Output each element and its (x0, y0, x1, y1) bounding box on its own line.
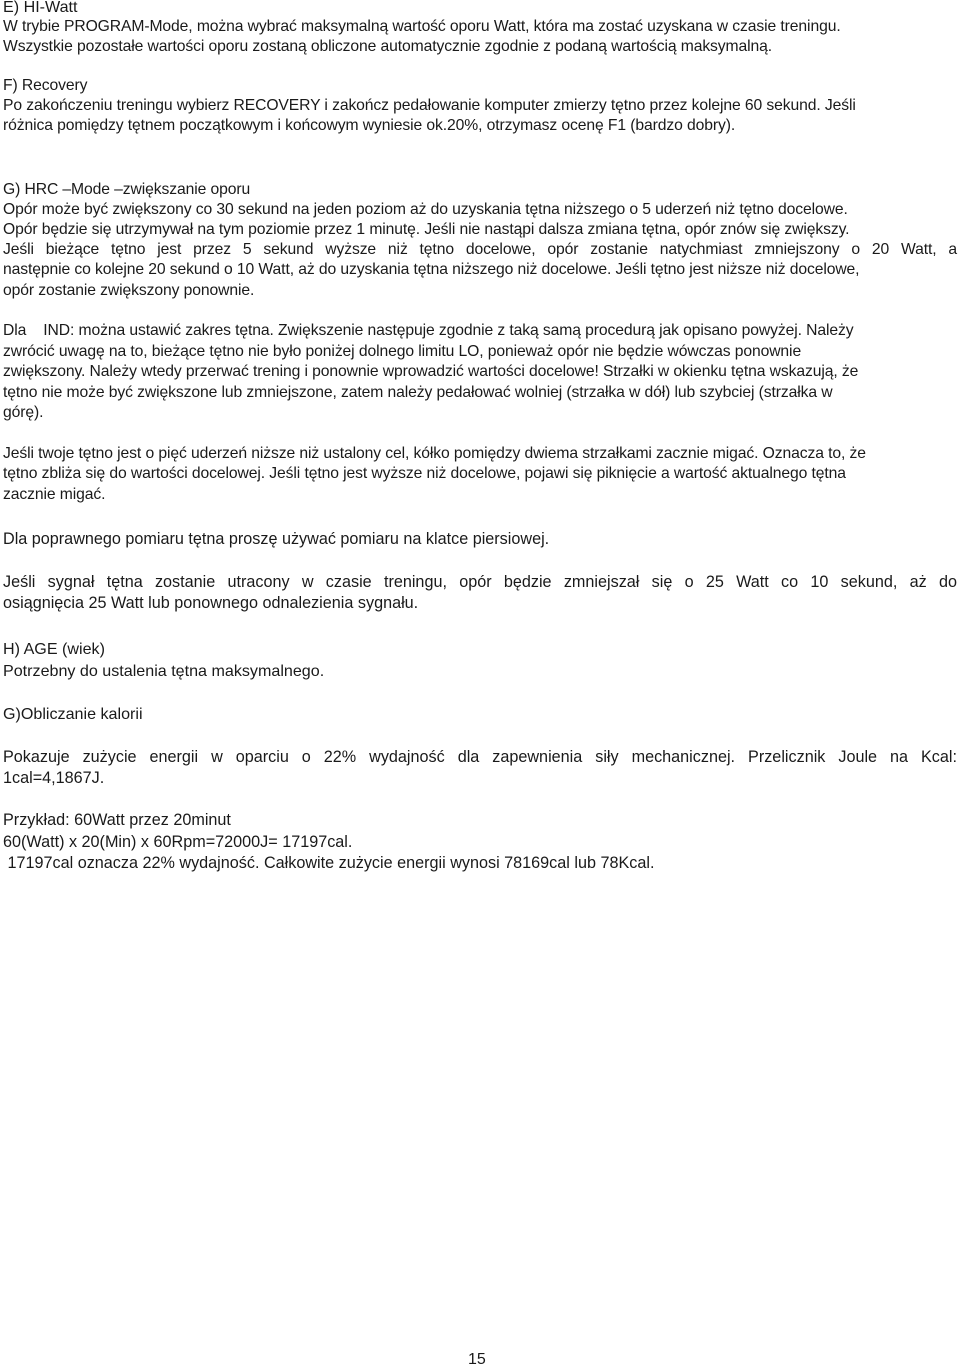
paragraph-line: zacznie migać. (3, 486, 106, 503)
paragraph-line: Przykład: 60Watt przez 20minut (3, 811, 231, 829)
paragraph-line: zwrócić uwagę na to, bieżące tętno nie było poniżej dolnego limitu LO, ponieważ opór nie będzie wówczas ponownie (3, 343, 802, 360)
paragraph-line: Opór może być zwiększony co 30 sekund na jeden poziom aż do uzyskania tętna niższego o 5 uderzeń niż tętno docelowe. (3, 201, 848, 218)
paragraph-line: Wszystkie pozostałe wartości oporu zostaną obliczone automatycznie zgodnie z podaną wartością maksymalną. (3, 38, 773, 55)
paragraph-line: Pokazuje zużycie energii w oparciu o 22% wydajność dla zapewnienia siły mechanicznej. Przelicznik Joule na Kcal: (3, 748, 957, 766)
paragraph-line: Opór będzie się utrzymywał na tym poziomie przez 1 minutę. Jeśli nie nastąpi dalsza zmiana tętna, opór znów się zwiększy. (3, 221, 850, 238)
paragraph-line: Po zakończeniu treningu wybierz RECOVERY i zakończ pedałowanie komputer zmierzy tętno przez kolejne 60 sekund. Jeśli (3, 97, 856, 114)
paragraph-line: tętno nie może być zwiększone lub zmniejszone, zatem należy pedałować wolniej (strzałka w dół) lub szybciej (strzałka w (3, 384, 833, 401)
section-heading: E) HI-Watt (3, 0, 78, 16)
paragraph-line: górę). (3, 404, 44, 421)
paragraph-line: 17197cal oznacza 22% wydajność. Całkowite zużycie energii wynosi 78169cal lub 78Kcal. (3, 854, 655, 872)
paragraph-line: zwiększony. Należy wtedy przerwać trening i ponownie wprowadzić wartości docelowe! Strzałki w okienku tętna wskazują, że (3, 363, 859, 380)
paragraph-line: różnica pomiędzy tętnem początkowym i końcowym wyniesie ok.20%, otrzymasz ocenę F1 (bardzo dobry). (3, 117, 736, 134)
paragraph-line: osiągnięcia 25 Watt lub ponownego odnalezienia sygnału. (3, 594, 419, 612)
paragraph-line: 60(Watt) x 20(Min) x 60Rpm=72000J= 17197cal. (3, 833, 353, 851)
paragraph-line: Jeśli twoje tętno jest o pięć uderzeń niższe niż ustalony cel, kółko pomiędzy dwiema strzałkami zacznie migać. Oznacza to, że (3, 445, 866, 462)
paragraph-line: Jeśli bieżące tętno jest przez 5 sekund wyższe niż tętno docelowe, opór zostanie natychmiast zmniejszony o 20 Watt, a (3, 241, 957, 258)
section-heading: F) Recovery (3, 77, 88, 94)
paragraph-line: tętno zbliża się do wartości docelowej. Jeśli tętno jest wyższe niż docelowe, pojawi się piknięcie a wartość aktualnego tętna (3, 465, 846, 482)
section-heading: G) HRC –Mode –zwiększanie oporu (3, 181, 251, 198)
paragraph-line: opór zostanie zwiększony ponownie. (3, 282, 255, 299)
paragraph-line: Dla IND: można ustawić zakres tętna. Zwiększenie następuje zgodnie z taką samą procedurą jak opisano powyżej. Należy (3, 322, 854, 339)
paragraph-line: W trybie PROGRAM-Mode, można wybrać maksymalną wartość oporu Watt, która ma zostać uzyskana w czasie treningu. (3, 18, 841, 35)
page-number: 15 (468, 1351, 486, 1368)
paragraph-line: następnie co kolejne 20 sekund o 10 Watt, aż do uzyskania tętna niższego niż docelowe. Jeśli tętno jest niższe niż docelowe, (3, 261, 860, 278)
section-heading: H) AGE (wiek) (3, 640, 105, 658)
paragraph-line: Dla poprawnego pomiaru tętna proszę używać pomiaru na klatce piersiowej. (3, 530, 550, 548)
manual-page (3, 0, 957, 1368)
paragraph-line: Potrzebny do ustalenia tętna maksymalnego. (3, 662, 325, 680)
paragraph-line: Jeśli sygnał tętna zostanie utracony w czasie treningu, opór będzie zmniejszał się o 25 Watt co 10 sekund, aż do (3, 573, 957, 591)
paragraph-line: 1cal=4,1867J. (3, 769, 105, 787)
section-heading: G)Obliczanie kalorii (3, 705, 143, 723)
